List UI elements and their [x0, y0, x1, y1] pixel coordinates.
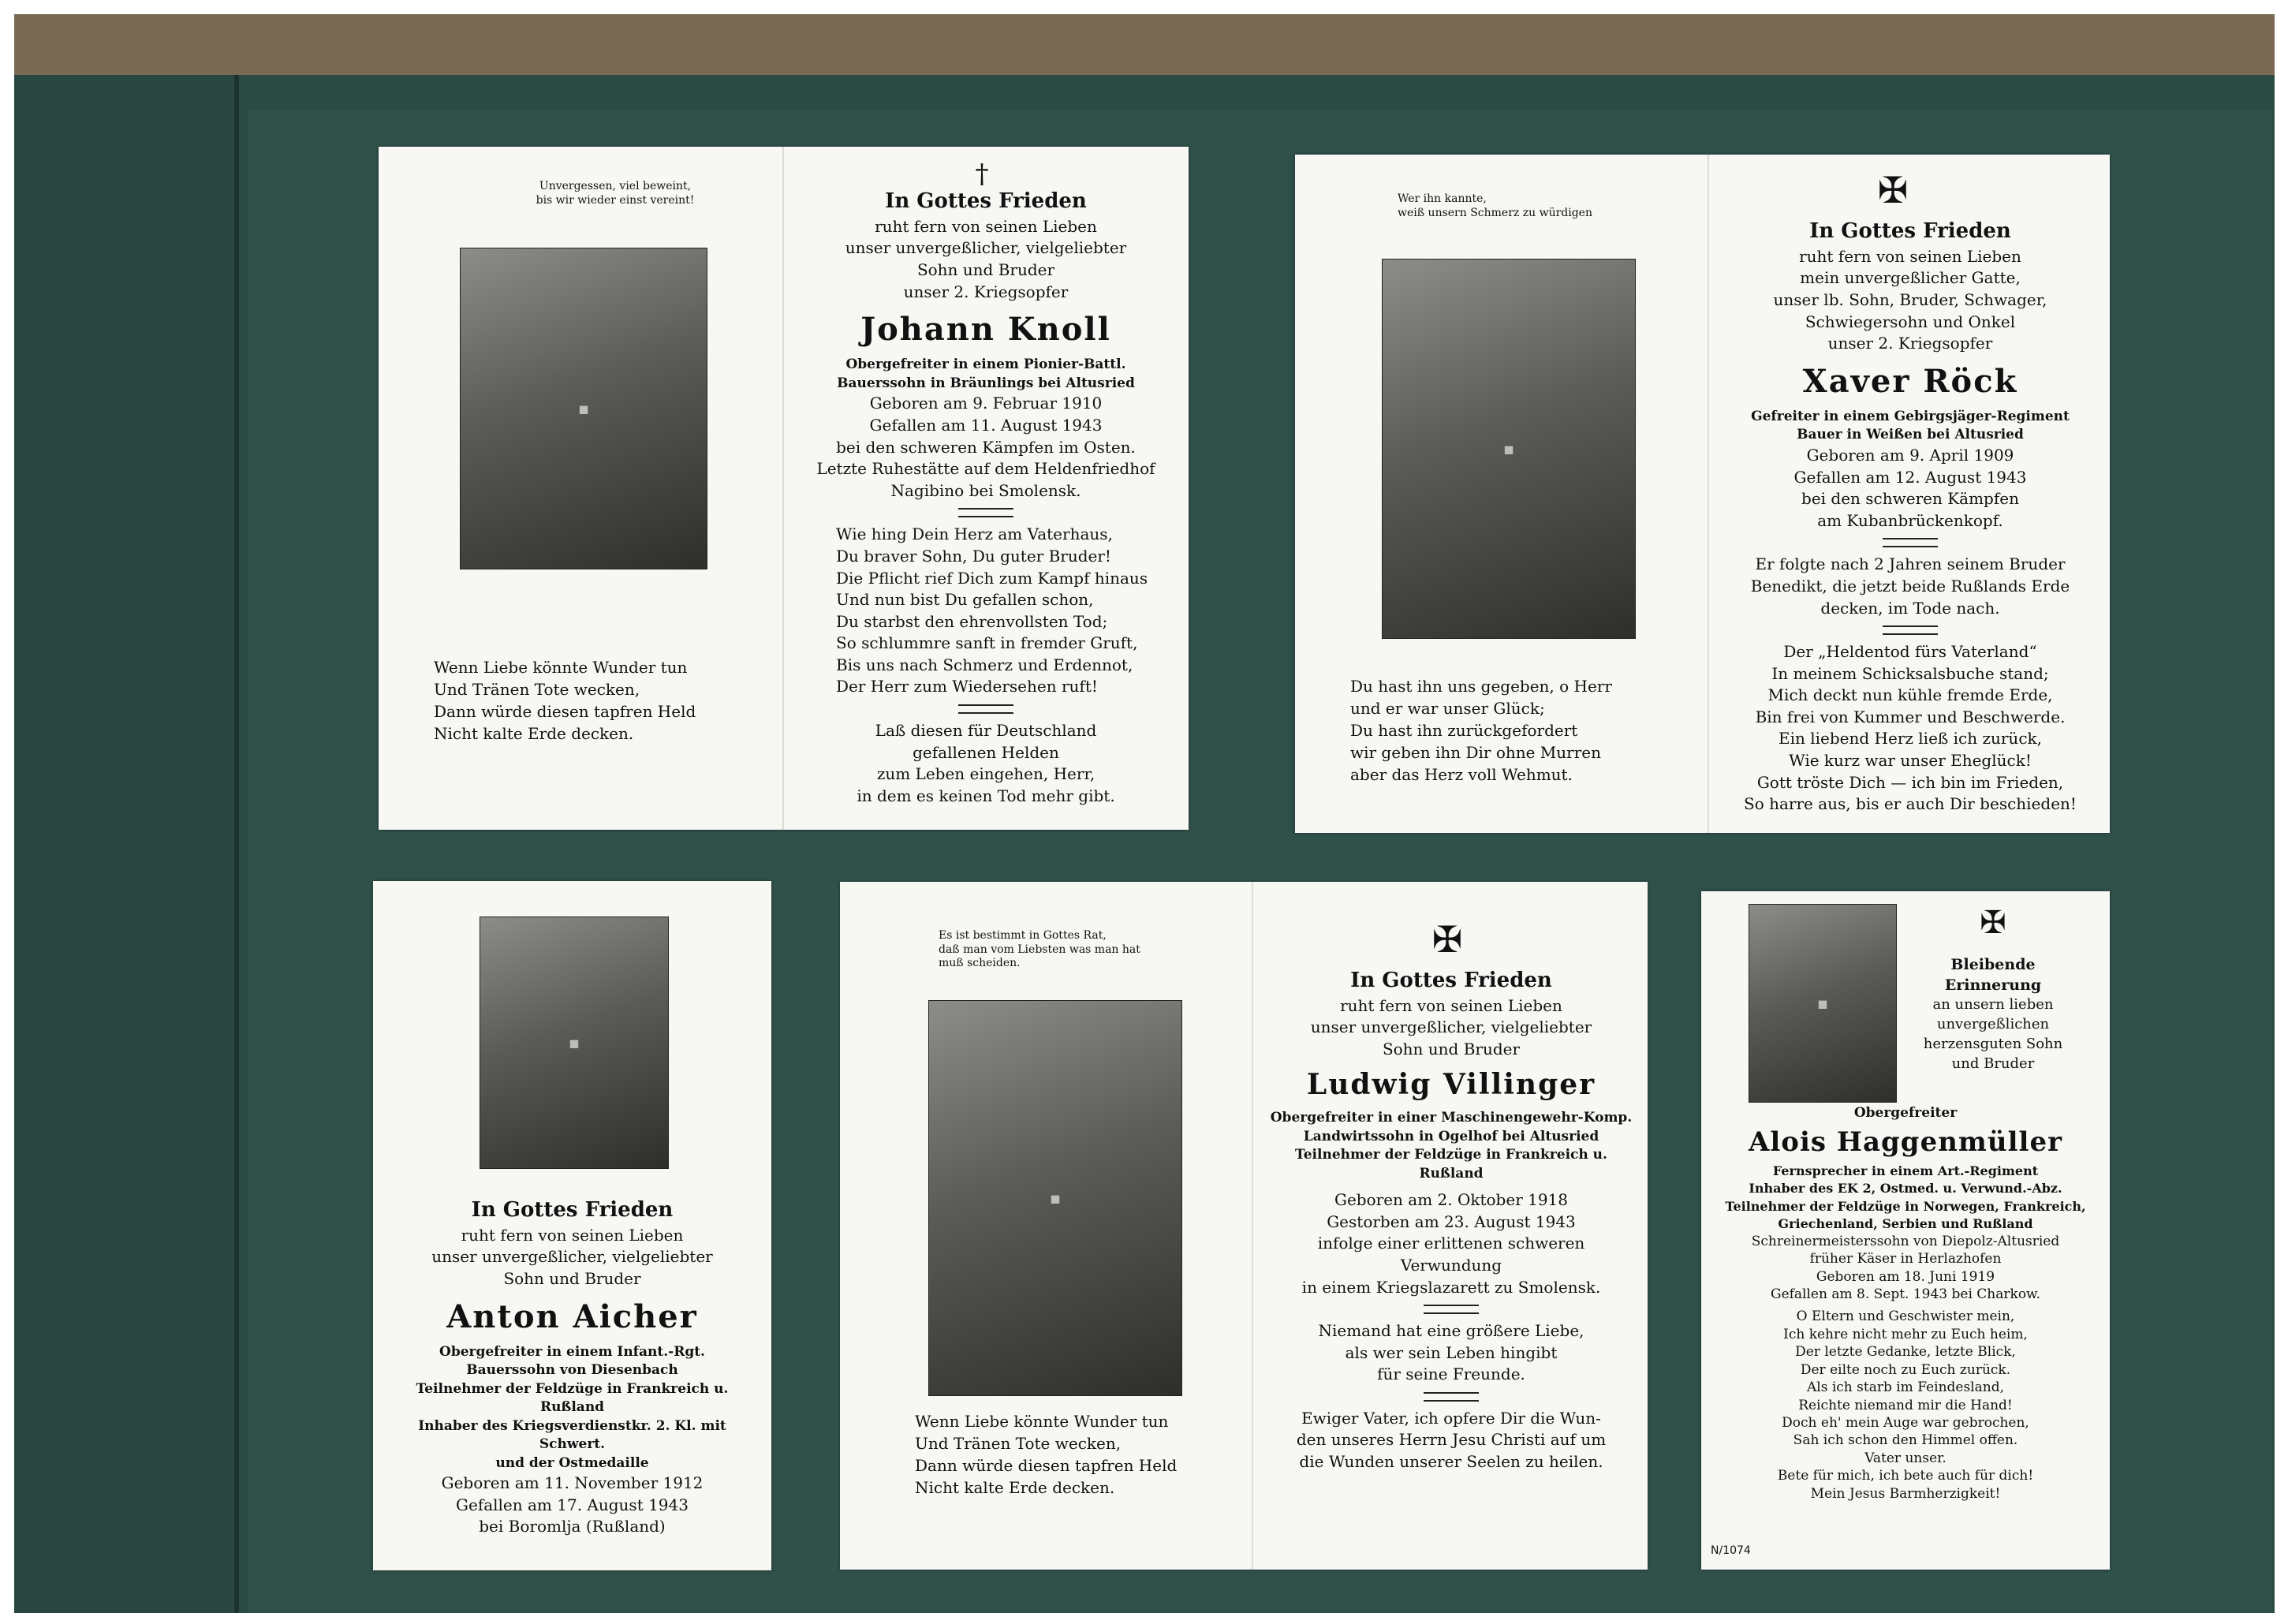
soldier-portrait-photo [928, 1000, 1182, 1396]
card-fold [1252, 882, 1253, 1570]
heading: In Gottes Frieden [471, 1198, 674, 1222]
details: Geboren am 2. Oktober 1918 Gestorben am 23. August 1943 infolge einer erlittenen schweren Verwundung in einem Kriegslazarett zu Smolensk. [1301, 1190, 1601, 1297]
rank: Obergefreiter in einem Infant.-Rgt. Bauerssohn von Diesenbach Teilnehmer der Feldzüge in Frankreich u. Rußland Inhaber des Kriegsverdienstkr. 2. Kl. mit Schwert. und der Ostmedaille [416, 1343, 729, 1471]
obituary-text [804, 188, 1167, 807]
iron-cross-icon: ✠ [1877, 169, 1909, 211]
memorial-card-anton-aicher [373, 881, 771, 1570]
obituary-text [1725, 218, 2096, 816]
heading: In Gottes Frieden [1809, 219, 2011, 243]
rank: Obergefreiter in einem Pionier-Battl. Bauerssohn in Bräunlings bei Altusried [837, 357, 1135, 391]
epigraph: Unvergessen, viel beweint, bis wir wieder einst vereint! [536, 180, 695, 207]
photo-placeholder-icon: ◼ [569, 1035, 580, 1051]
print-number: N/1074 [1711, 1544, 1751, 1557]
rank-title: Obergefreiter [1853, 1105, 1958, 1121]
verse: O Eltern und Geschwister mein, Ich kehre nicht mehr zu Euch heim, Der letzte Gedanke, letzte Blick, Der eilte noch zu Euch zurück. Als ich starb im Feindesland, Reichte niemand mir die Hand! Doch eh' mein Auge war gebrochen, Sah ich schon den Himmel offen. Vater unser. Bete für mich, ich bete auch für dich! Mein Jesus Barmherzigkeit! [1777, 1309, 2034, 1502]
card-fold [782, 147, 784, 830]
poem: Wenn Liebe könnte Wunder tun Und Tränen Tote wecken, Dann würde diesen tapfren Held Nicht kalte Erde decken. [915, 1412, 1178, 1497]
obituary-text [1266, 967, 1637, 1473]
details: Schreinermeisterssohn von Diepolz-Altusried früher Käser in Herlazhofen Geboren am 18. Juni 1919 Gefallen am 8. Sept. 1943 bei Charkow. [1751, 1233, 2060, 1302]
iron-cross-icon: ✠ [1980, 905, 2006, 941]
epigraph: Es ist bestimmt in Gottes Rat, daß man vom Liebsten was man hat muß scheiden. [939, 929, 1140, 969]
divider [1883, 538, 1938, 547]
soldier-portrait-photo [1749, 904, 1897, 1103]
album-spine [14, 75, 239, 1613]
verse-1: Er folgte nach 2 Jahren seinem Bruder Benedikt, die jetzt beide Rußlands Erde decken, im Tode nach. [1750, 554, 2070, 618]
obituary-text [1709, 1104, 2102, 1503]
divider [958, 508, 1013, 517]
soldier-portrait-photo [460, 248, 707, 569]
rank: Fernsprecher in einem Art.-Regiment Inhaber des EK 2, Ostmed. u. Verwund.-Abz. Teilnehmer der Feldzüge in Norwegen, Frankreich, Griechenland, Serbien und Rußland [1725, 1163, 2086, 1231]
photo-placeholder-icon: ◼ [1817, 995, 1828, 1011]
memorial-heading: Bleibende Erinnerung an unsern lieben unvergeßlichen herzensguten Sohn und Bruder [1898, 954, 2088, 1074]
poem: Du hast ihn uns gegeben, o Herr und er war unser Glück; Du hast ihn zurückgefordert wir geben ihn Dir ohne Murren aber das Herz voll Wehmut. [1350, 677, 1612, 784]
epigraph: Wer ihn kannte, weiß unsern Schmerz zu würdigen [1398, 192, 1592, 219]
details: Geboren am 9. Februar 1910 Gefallen am 11. August 1943 bei den schweren Kämpfen im Osten. Letzte Ruhestätte auf dem Heldenfriedhof Nagibino bei Smolensk. [816, 394, 1155, 500]
intro: ruht fern von seinen Lieben unser unvergeßlicher, vielgeliebter Sohn und Bruder unser 2. Kriegsopfer [845, 216, 1127, 301]
deceased-name: Anton Aicher [446, 1297, 698, 1335]
intro: ruht fern von seinen Lieben unser unvergeßlicher, vielgeliebter Sohn und Bruder [1310, 995, 1592, 1059]
iron-cross-icon: ✠ [1431, 918, 1463, 961]
prayer: Ewiger Vater, ich opfere Dir die Wun- den unseres Herrn Jesu Christi auf um die Wunden unserer Seelen zu heilen. [1296, 1408, 1607, 1472]
soldier-portrait-photo [1382, 259, 1636, 639]
details: Geboren am 11. November 1912 Gefallen am 17. August 1943 bei Boromlja (Rußland) [441, 1473, 704, 1536]
obituary-text [385, 1197, 760, 1538]
memorial-card-ludwig-villinger [840, 882, 1648, 1570]
verse: Niemand hat eine größere Liebe, als wer sein Leben hingibt für seine Freunde. [1318, 1321, 1584, 1384]
verse-2: Der „Heldentod fürs Vaterland“ In meinem Schicksalsbuche stand; Mich deckt nun kühle fremde Erde, Bin frei von Kummer und Beschwerde. Ein liebend Herz ließ ich zurück, Wie kurz war unser Eheglück! Gott tröste Dich — ich bin im Frieden, So harre aus, bis er auch Dir beschieden! [1744, 642, 2077, 814]
memorial-card-xaver-roeck [1295, 155, 2110, 833]
soldier-portrait-photo [480, 917, 669, 1169]
deceased-name: Xaver Röck [1802, 362, 2018, 400]
intro: ruht fern von seinen Lieben unser unvergeßlicher, vielgeliebter Sohn und Bruder [431, 1225, 713, 1289]
intro: an unsern lieben unvergeßlichen herzensguten Sohn und Bruder [1923, 996, 2063, 1072]
photo-placeholder-icon: ◼ [1503, 441, 1514, 457]
divider [1883, 625, 1938, 635]
photo-placeholder-icon: ◼ [578, 401, 589, 416]
divider [958, 704, 1013, 714]
memorial-card-johann-knoll [379, 147, 1189, 830]
rank: Gefreiter in einem Gebirgsjäger-Regiment Bauer in Weißen bei Altusried [1751, 409, 2070, 443]
photo-placeholder-icon: ◼ [1050, 1190, 1061, 1206]
deceased-name: Johann Knoll [860, 311, 1111, 349]
divider [1424, 1305, 1479, 1314]
memorial-card-alois-haggenmueller [1701, 891, 2110, 1570]
poem: Wenn Liebe könnte Wunder tun Und Tränen Tote wecken, Dann würde diesen tapfren Held Nicht kalte Erde decken. [434, 658, 696, 743]
intro: ruht fern von seinen Lieben mein unvergeßlicher Gatte, unser lb. Sohn, Bruder, Schwager, Schwiegersohn und Onkel unser 2. Kriegsopfer [1773, 246, 2047, 353]
card-fold [1708, 155, 1709, 833]
heading: In Gottes Frieden [1350, 969, 1552, 992]
divider [1424, 1392, 1479, 1402]
prayer: Laß diesen für Deutschland gefallenen Helden zum Leben eingehen, Herr, in dem es keinen Tod mehr gibt. [857, 721, 1115, 805]
rank: Obergefreiter in einer Maschinengewehr-Komp. Landwirtssohn in Ogelhof bei Altusried Teilnehmer der Feldzüge in Frankreich u. Rußland [1270, 1110, 1633, 1182]
verse: Wie hing Dein Herz am Vaterhaus, Du braver Sohn, Du guter Bruder! Die Pflicht rief Dich zum Kampf hinaus Und nun bist Du gefallen schon, Du starbst den ehrenvollsten Tod; So schlummre sanft in fremder Gruft, Bis uns nach Schmerz und Erdennot, Der Herr zum Wiedersehen ruft! [836, 525, 1148, 696]
latin-cross-icon: † [975, 159, 989, 190]
details: Geboren am 9. April 1909 Gefallen am 12. August 1943 bei den schweren Kämpfen am Kubanbrückenkopf. [1793, 445, 2027, 530]
heading: In Gottes Frieden [885, 189, 1087, 213]
deceased-name: Ludwig Villinger [1306, 1067, 1596, 1101]
deceased-name: Alois Haggenmüller [1749, 1126, 2062, 1159]
